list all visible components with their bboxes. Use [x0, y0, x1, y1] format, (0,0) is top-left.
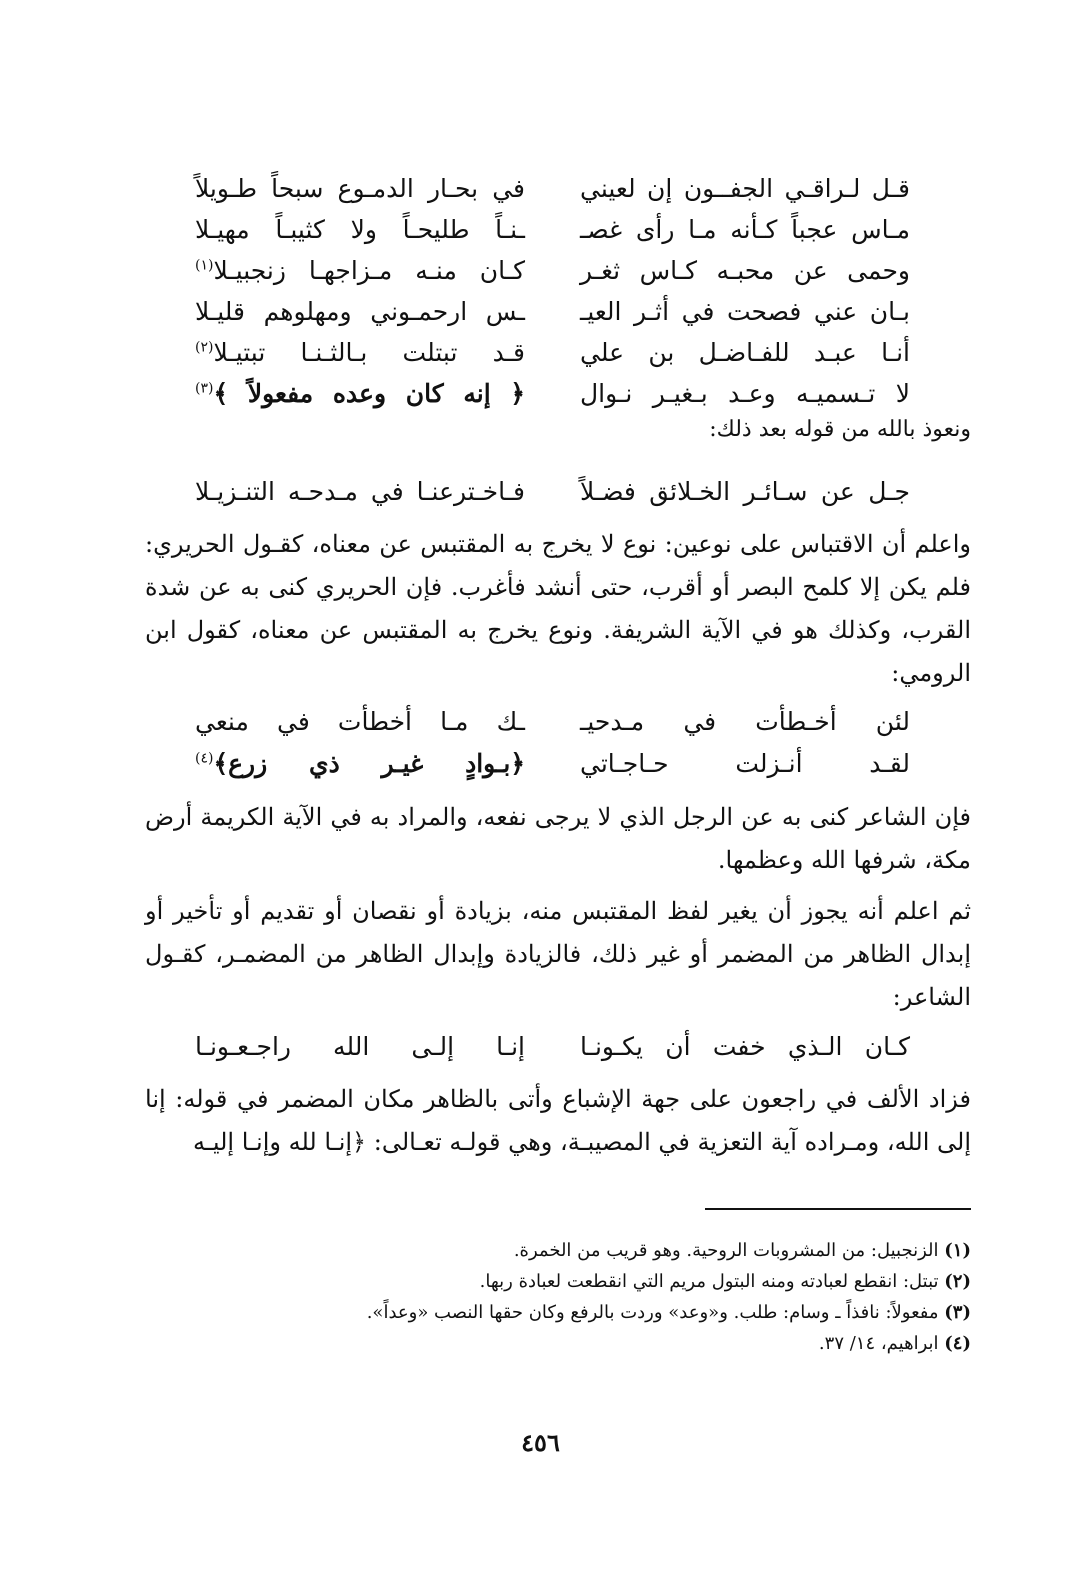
footnote-item: [271, 1328, 971, 1359]
footnote-item: [271, 1235, 971, 1266]
hemistich-second: [195, 338, 525, 367]
footnote-text: تبتل: انقطع لعبادته ومنه البتول مريم التي انقطعت لعبادة ربها.: [479, 1271, 939, 1292]
footnote-text: ابراهيم، ١٤/ ٣٧.: [818, 1333, 939, 1354]
verse: [195, 250, 910, 291]
footnote-number: (٣): [944, 1302, 971, 1323]
hemistich-first: لئن أخـطأت في مـدحيـ: [580, 706, 910, 736]
paragraph-shaer: [145, 796, 971, 882]
footnote-number: (٢): [944, 1271, 971, 1292]
verse-jal: [195, 470, 910, 512]
quran-quote: ﴿بـوادٍ غيـر ذي زرع﴾: [213, 748, 525, 778]
paragraph-text: ثم اعلم أنه يجوز أن يغير لفظ المقتبس منه، بزيادة أو نقصان أو تقديم أو تأخير أو إبدال الظاهر من المضمر أو غير ذلك، فالزيادة وإبدال الظاهر من المضمـر، كقـول الشاعر:: [145, 897, 971, 1011]
footnote-text: الزنجبيل: من المشروبات الروحية. وهو قريب من الخمرة.: [513, 1240, 939, 1261]
poem-block: [195, 168, 910, 414]
footnote-reference: (١): [195, 257, 214, 274]
hemistich-first: وحمى عن محبـه كـاس ثغـر: [580, 256, 910, 285]
footnote-number: (١): [944, 1240, 971, 1261]
verse-ibn-rumi-2: [195, 742, 910, 784]
quran-quote: ﴿ إنه كان وعده مفعولاً ﴾: [213, 379, 525, 408]
footnote-reference: (٤): [195, 750, 214, 767]
paragraph-text: فإن الشاعر كنى به عن الرجل الذي لا يرجى نفعه، والمراد به في الآية الكريمة أرض مكة، شرفها الله وعظمها.: [145, 803, 971, 874]
footnote-item: [271, 1297, 971, 1328]
paragraph-ishba: [145, 1078, 971, 1164]
footnote-text: مفعولاً: نافذاً ـ وسام: طلب. و«وعد» وردت بالرفع وكان حقها النصب «وعداً».: [366, 1302, 939, 1323]
hemistich-first: بـان عني فصحت في أثـر العيـ: [580, 297, 910, 326]
hemistich-first: لا تـسميـه وعـد بـغيـر نـوال: [580, 379, 910, 408]
hemistich-first: جـل عن سـائـر الخـلائق فضـلاً: [580, 476, 910, 506]
hemistich-first: أنـا عبـد للفـاضـل بن علي: [580, 338, 910, 367]
hemistich-second: [195, 749, 525, 778]
footnotes: [271, 1235, 971, 1359]
verse: [195, 332, 910, 373]
page-number: ٤٥٦: [521, 1428, 560, 1457]
verse: [195, 291, 910, 332]
hemistich-first: كـان الـذي خفت أن يكـونـا: [580, 1031, 910, 1061]
verse-kana: [195, 1025, 910, 1067]
hemistich-second: فـاخـترعنـا في مـدحـه التنـزيـلا: [195, 476, 525, 506]
footnote-item: [271, 1266, 971, 1297]
verse: [195, 373, 910, 414]
hemistich-second: ـنـاً طليحـاً ولا كثيبـاً مهيـلا: [195, 215, 525, 244]
hemistich-second: [195, 379, 525, 408]
paragraph-text: فزاد الألف في راجعون على جهة الإشباع وأتى بالظاهر مكان المضمر في قوله: إنا إلى الله، ومـراده آية التعزية في المصيبـة، وهي قولـه تعـالى: ﴿إنـا لله وإنـا إليـه: [145, 1085, 971, 1156]
paragraph-taghyir: [145, 890, 971, 1019]
hemistich-second: ـس ارحمـوني ومهلوهم قليـلا: [195, 297, 525, 326]
verse: [195, 168, 910, 209]
footnote-reference: (٢): [195, 339, 214, 356]
footnote-divider: [705, 1208, 971, 1210]
hemistich-text: كـان منـه مـزاجهـا زنجبيـلا: [213, 256, 525, 285]
hemistich-second: [195, 256, 525, 285]
hemistich-second: ـك مـا أخطأت في منعي: [195, 706, 525, 736]
verse-ibn-rumi-1: [195, 700, 910, 742]
paragraph-iqtibas: [145, 523, 971, 695]
hemistich-second: إنـا إلـى الله راجـعـونـا: [195, 1031, 525, 1061]
footnote-reference: (٣): [195, 380, 214, 397]
hemistich-first: مـاس عجباً كـأنه مـا رأى غصـ: [580, 215, 910, 244]
line-naoudh: ونعوذ بالله من قوله بعد ذلك:: [709, 417, 971, 442]
hemistich-second: في بحـار الدمـوع سبحاً طـويلاً: [195, 174, 525, 203]
hemistich-text: قـد تبتلت بـالثـنـا تبتيـلا: [213, 338, 525, 367]
footnote-number: (٤): [944, 1333, 971, 1354]
verse: [195, 209, 910, 250]
hemistich-first: لقـد أنـزلت حـاجـاتي: [580, 748, 910, 778]
hemistich-first: قـل لـراقـي الجفــون إن لعيني: [580, 174, 910, 203]
paragraph-text: واعلم أن الاقتباس على نوعين: نوع لا يخرج به المقتبس عن معناه، كقـول الحريري: فلم يكن إلا كلمح البصر أو أقرب، حتى أنشد فأغرب. فإن الحريري كنى به عن شدة القرب، وكذلك هو في الآية الشريفة. ونوع يخرج به المقتبس عن معناه، كقول ابن الرومي:: [145, 530, 971, 687]
